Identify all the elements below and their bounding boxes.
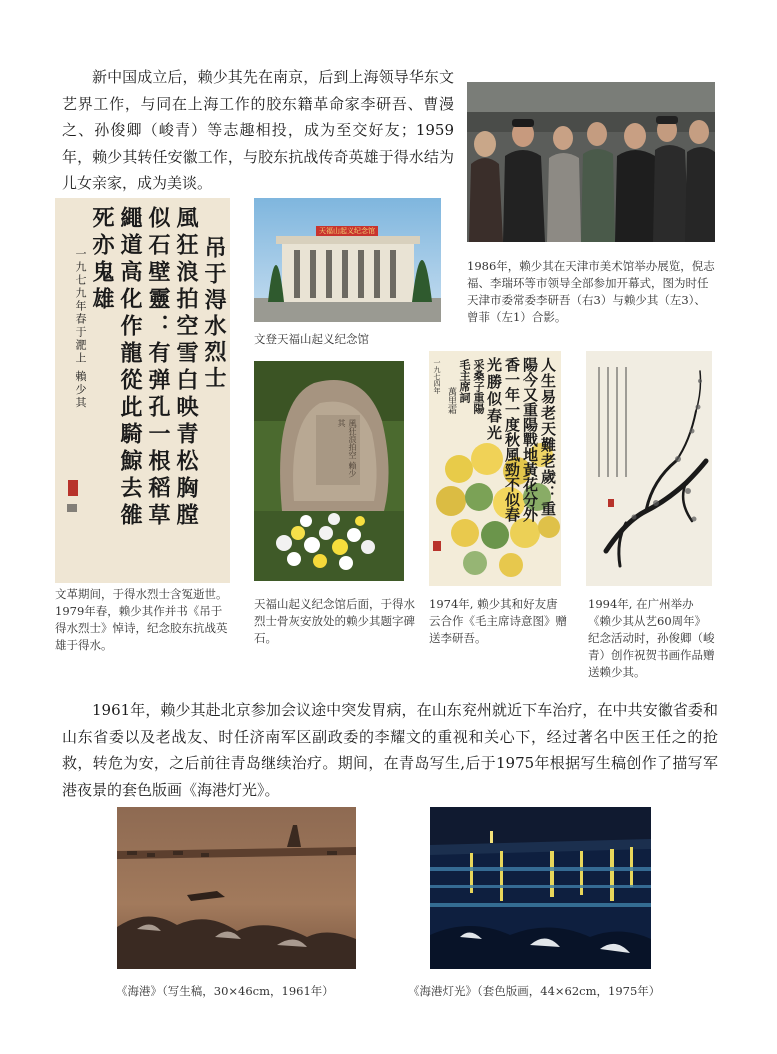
calligraphy-signature: 一九七九年春于淝上 賴少其 — [74, 248, 87, 410]
harbor-lights-print — [430, 807, 651, 969]
flower-poem-column-2: 陽今又重陽戰地黃花分外 — [521, 357, 539, 522]
memorial-hall-caption: 文登天福山起义纪念馆 — [254, 332, 369, 346]
plum-blossom-painting — [586, 351, 712, 586]
calligraphy-caption: 文革期间，于得水烈士含冤逝世。1979年春，赖少其作并书《吊于得水烈士》悼诗，纪念胶东抗战英雄于得水。 — [55, 587, 228, 652]
body-paragraph: 1961年，赖少其赴北京参加会议途中突发胃病，在山东兖州就近下车治疗，在中共安徽省委和山东省委以及老战友、时任济南军区副政委的李耀文的重视和关心下，经过著名中医王任之的抢救，转危为安，之后前往青岛继续治疗。期间，在青岛写生,后于1975年根据写生稿创作了描写军港夜景的套色版画《海港灯光》。 — [62, 701, 718, 799]
harbor-sketch-painting — [117, 807, 356, 969]
calligraphy-seal — [68, 480, 78, 496]
plum-blossom-caption: 1994年, 在广州举办《赖少其从艺60周年》纪念活动时，孙俊卿（峻青）创作祝贺书画作品赠送赖少其。 — [588, 597, 715, 679]
calligraphy-column-4: 繩道高化作龍從此騎鯨去雒 — [117, 206, 143, 530]
calligraphy-scroll — [55, 198, 230, 583]
flower-poem-column-4: 光勝似春光 — [485, 357, 503, 442]
group-photo-caption: 1986年，赖少其在天津市美术馆举办展览，倪志福、李瑞环等市领导全部参加开幕式，图为时任天津市委常委李研吾（右3）与赖少其（左3）、曾菲（左1）合影。 — [467, 259, 715, 324]
group-photo — [467, 82, 715, 242]
flower-poem-column-3: 香一年一度秋風勁不似春 — [503, 357, 521, 522]
flower-poem-column-6: 毛主席詞 — [458, 359, 471, 403]
harbor-sketch-caption: 《海港》（写生稿，30×46cm，1961年） — [116, 984, 334, 998]
flower-poem-column-7: 萬里霜 — [446, 387, 456, 414]
memorial-hall-sign: 天福山起义纪念馆 — [319, 227, 375, 235]
flower-poem-caption: 1974年, 赖少其和好友唐云合作《毛主席诗意图》赠送李研吾。 — [429, 597, 567, 645]
intro-paragraph: 新中国成立后，赖少其先在南京，后到上海领导华东文艺界工作，与同在上海工作的胶东籍革命家李研吾、曹漫之、孙俊卿（峻青）等志趣相投，成为至交好友；1959年，赖少其转任安徽工作，与胶东抗战传奇英雄于得水结为儿女亲家，成为美谈。 — [62, 68, 454, 192]
flower-poem-column-1: 人生易老天難老歲：重 — [539, 357, 557, 517]
calligraphy-seal-small — [67, 504, 77, 512]
memorial-hall-photo — [254, 198, 441, 322]
calligraphy-column-3: 似石壁靈：有弹孔一根稻草 — [145, 206, 171, 530]
calligraphy-column-1: 吊于淂水烈士 — [201, 236, 227, 392]
flower-poem-signature: 一九七四年 — [433, 359, 441, 394]
flower-poem-painting — [429, 351, 561, 586]
plum-inscription — [594, 367, 630, 477]
calligraphy-column-5: 死亦鬼雄 — [89, 206, 115, 314]
calligraphy-column-2: 風狂浪拍空雪白映青松胸膛 — [173, 206, 199, 530]
memorial-stone-caption: 天福山起义纪念馆后面，于得水烈士骨灰安放处的赖少其题字碑石。 — [254, 597, 415, 645]
stone-inscription: 風狂浪拍空 賴少其 — [337, 419, 357, 478]
flower-poem-seal — [433, 541, 441, 551]
memorial-stone-photo — [254, 361, 404, 581]
plum-seal — [608, 499, 614, 507]
harbor-lights-caption: 《海港灯光》（套色版画，44×62cm，1975年） — [408, 984, 661, 998]
flower-poem-column-5: 采桑子重陽 — [472, 359, 485, 414]
